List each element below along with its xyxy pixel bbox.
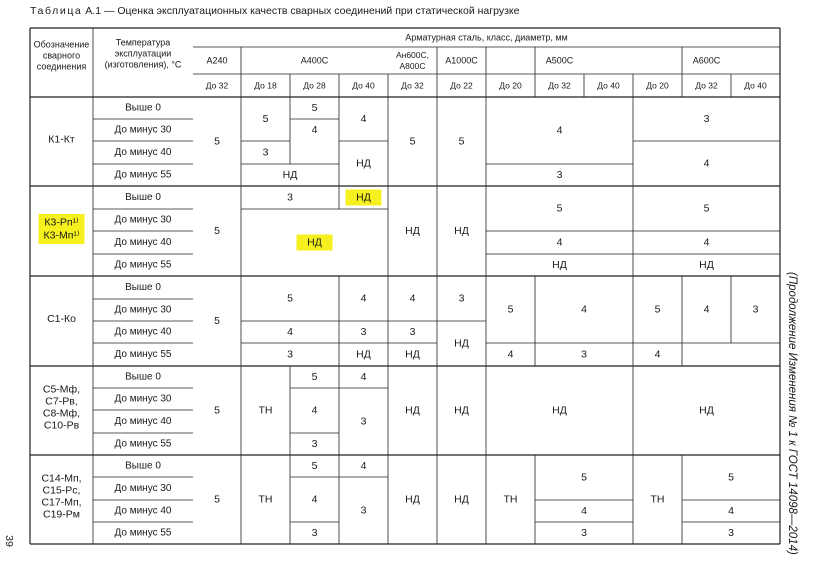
temperature-cell: До минус 40 (114, 505, 172, 517)
header-diameter: До 32 (695, 80, 718, 91)
rating-cell: 5 (556, 202, 563, 215)
rating-cell: 5 (214, 135, 220, 148)
header-diameter: До 18 (254, 80, 277, 91)
rating-cell: 3 (287, 191, 293, 204)
rating-cell: 5 (409, 135, 416, 148)
temperature-cell: До минус 55 (114, 527, 172, 539)
rating-cell: 4 (703, 303, 710, 316)
rating-cell: 3 (703, 113, 710, 125)
temperature-cell: До минус 55 (114, 169, 172, 181)
header-diameter: До 28 (303, 80, 326, 91)
header-class: А800С (399, 61, 426, 71)
rating-cell: 4 (360, 460, 367, 472)
temperature-cell: До минус 55 (114, 349, 172, 360)
temperature-cell: Выше 0 (125, 282, 161, 293)
rating-cell: 5 (728, 471, 734, 484)
rating-cell: 5 (214, 315, 220, 327)
rating-cell: НД (454, 337, 469, 350)
header-diameter: До 32 (401, 80, 424, 91)
rating-cell: 4 (360, 371, 367, 383)
rating-cell: НД (454, 225, 469, 237)
rating-cell: ТН (650, 493, 665, 506)
rating-cell: 3 (581, 348, 587, 361)
header-diameter: До 32 (205, 80, 229, 91)
joint-designation: С19-Рм (43, 508, 80, 521)
rating-cell: НД (699, 259, 714, 271)
temperature-cell: Выше 0 (125, 371, 161, 383)
rating-cell: 3 (581, 527, 587, 539)
rating-cell: 5 (214, 225, 220, 237)
rating-cell: 3 (728, 527, 734, 539)
temperature-cell: До минус 40 (114, 416, 172, 427)
rating-cell: 4 (507, 348, 514, 361)
temperature-cell: До минус 30 (114, 304, 172, 316)
header-designation: соединения (36, 61, 87, 72)
header-diameter: До 40 (744, 80, 767, 91)
rating-cell: 3 (360, 326, 367, 338)
rating-cell: 3 (752, 303, 759, 316)
temperature-cell: До минус 40 (114, 237, 172, 248)
header-temperature: эксплуатации (114, 48, 172, 59)
caption-text: А.1 — Оценка эксплуатационных качеств сварных соединений при статической нагрузке (85, 5, 520, 17)
rating-cell: 5 (214, 493, 220, 506)
header-group-title: Арматурная сталь, класс, диаметр, мм (405, 32, 568, 43)
rating-cell: 3 (360, 415, 367, 428)
temperature-cell: Выше 0 (125, 102, 161, 114)
rating-cell: 3 (458, 292, 465, 305)
rating-cell: 5 (262, 113, 269, 125)
rating-cell: НД (405, 493, 420, 506)
header-class: А400С (300, 55, 329, 66)
rating-cell: 4 (654, 348, 661, 361)
joint-designation: С10-Рв (43, 419, 80, 432)
rating-cell: 5 (287, 292, 293, 305)
temperature-cell: Выше 0 (125, 192, 161, 203)
caption-label: Таблица (30, 5, 83, 17)
rating-cell: 4 (409, 292, 416, 305)
header-diameter: До 20 (499, 80, 522, 91)
rating-cell: НД (699, 404, 714, 417)
page-number-text: 39 (3, 535, 15, 547)
rating-cell: 4 (311, 404, 318, 417)
rating-cell: 5 (311, 371, 318, 383)
rating-cell: НД (405, 348, 420, 361)
rating-cell: 3 (262, 146, 269, 159)
rating-cell: НД (405, 225, 420, 237)
joint-designation: С7-Рв, (45, 395, 78, 408)
header-diameter: До 40 (597, 80, 620, 91)
rating-cell: НД (356, 191, 371, 204)
rating-cell: 3 (311, 438, 318, 450)
rating-cell: 3 (409, 326, 416, 338)
temperature-cell: Выше 0 (125, 460, 161, 472)
rating-cell: 5 (214, 404, 220, 417)
rating-cell: 5 (654, 303, 661, 316)
rating-cell: 5 (311, 460, 318, 472)
joint-designation: С15-Рс, (42, 484, 81, 497)
joint-designation: К3-Рп¹⁾ (44, 216, 79, 229)
rating-cell: 4 (360, 113, 367, 125)
rating-cell: 5 (581, 471, 587, 484)
rating-cell: НД (405, 404, 420, 417)
rating-cell: 4 (556, 124, 563, 137)
header-class: А240 (206, 55, 228, 66)
rating-cell: 4 (703, 236, 710, 249)
header-class: А500С (545, 55, 574, 66)
header-diameter: До 40 (352, 80, 375, 91)
joint-designation: С14-Мп, (41, 472, 82, 485)
temperature-cell: До минус 30 (114, 124, 172, 136)
rating-cell: 4 (581, 303, 587, 316)
temperature-cell: До минус 30 (114, 483, 172, 494)
header-class: А1000С (445, 55, 478, 66)
joint-designation: С5-Мф, (42, 383, 81, 396)
joint-designation: К1-Кт (48, 133, 75, 146)
temperature-cell: До минус 40 (114, 326, 172, 338)
header-designation: Обозначение (33, 39, 90, 50)
rating-cell: 4 (360, 292, 367, 305)
rating-cell: 3 (556, 169, 563, 181)
rating-cell: НД (552, 259, 567, 271)
rating-cell: ТН (503, 493, 518, 506)
rating-cell: 3 (311, 527, 318, 539)
header-diameter: До 22 (450, 80, 473, 91)
rating-cell: НД (454, 404, 469, 417)
rating-cell: 4 (581, 505, 587, 517)
rating-cell: 4 (703, 157, 710, 170)
rating-cell: 3 (360, 504, 367, 517)
header-temperature: (изготовления), °С (104, 59, 182, 70)
header-diameter: До 20 (646, 80, 669, 91)
rating-cell: 4 (287, 326, 293, 338)
header-class: А600С (692, 55, 721, 66)
joint-designation: С17-Мп, (41, 496, 82, 509)
rating-cell: НД (552, 404, 567, 417)
rating-cell: 5 (703, 202, 710, 215)
rating-cell: НД (282, 169, 298, 181)
rating-cell: ТН (258, 404, 273, 417)
rating-cell: 4 (311, 493, 318, 506)
rating-cell: НД (356, 157, 371, 170)
page-number (2, 534, 24, 548)
temperature-cell: До минус 55 (114, 438, 172, 450)
continuation-note (781, 272, 803, 555)
joint-designation: К3-Мп¹⁾ (43, 229, 80, 242)
rating-cell: 3 (287, 348, 293, 361)
rating-cell: НД (307, 236, 322, 249)
header-diameter: До 32 (548, 80, 571, 91)
rating-cell: 5 (458, 135, 465, 148)
rating-cell: 5 (311, 102, 318, 114)
header-temperature: Температура (115, 37, 171, 48)
joint-designation: С8-Мф, (42, 407, 81, 420)
temperature-cell: До минус 40 (114, 147, 172, 158)
rating-cell: НД (454, 493, 469, 506)
joint-designation: С1-Ко (47, 313, 76, 325)
header-class: Ан600С, (395, 50, 430, 60)
temperature-cell: До минус 30 (114, 393, 172, 405)
temperature-cell: До минус 55 (114, 259, 172, 271)
temperature-cell: До минус 30 (114, 214, 172, 226)
header-designation: сварного (42, 50, 81, 61)
rating-cell: 4 (311, 124, 318, 136)
rating-cell: 4 (556, 236, 563, 249)
rating-cell: НД (356, 348, 371, 361)
rating-cell: ТН (258, 493, 273, 506)
rating-cell: 5 (507, 303, 514, 316)
continuation-note-text: (Продолжение Изменения № 1 к ГОСТ 14098—2014) (786, 272, 798, 555)
rating-cell: 4 (728, 505, 734, 517)
